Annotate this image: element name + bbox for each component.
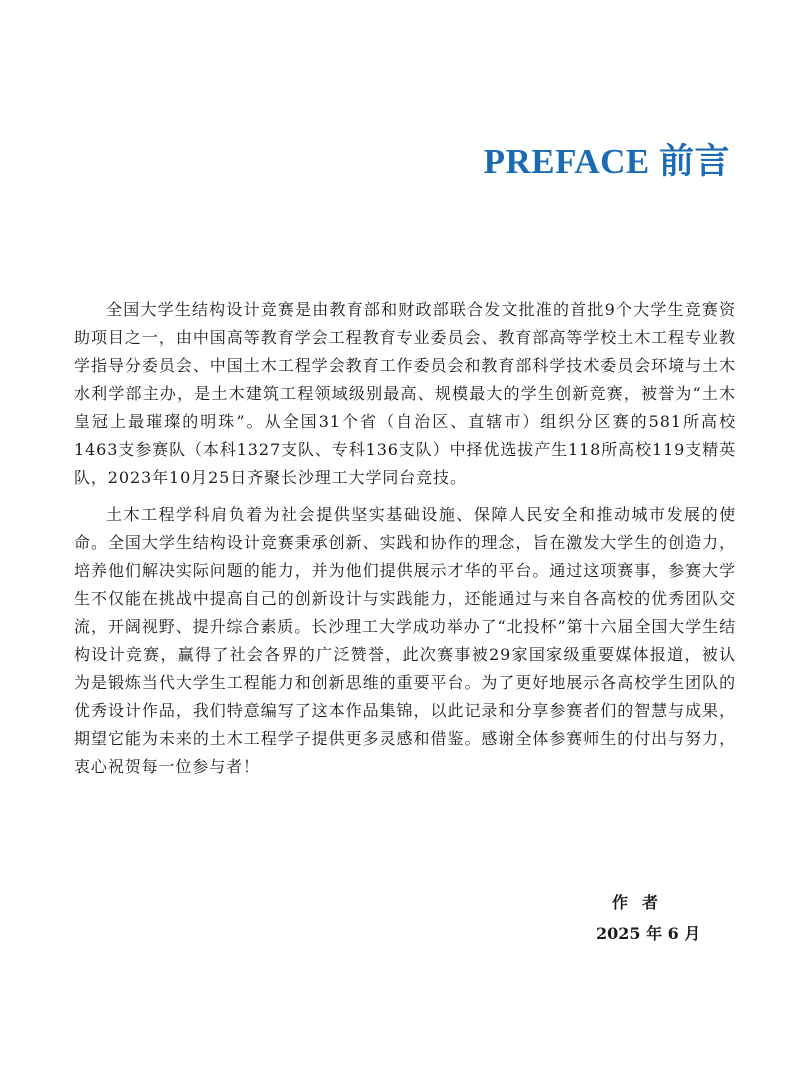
signature-date: 2025 年 6 月 <box>596 924 701 943</box>
paragraph-1: 全国大学生结构设计竞赛是由教育部和财政部联合发文批准的首批9个大学生竞赛资助项目之一，由中国高等教育学会工程教育专业委员会、教育部高等学校土木工程专业教学指导分委员会、中国土木工程学会教育工作委员会和教育部科学技术委员会环境与土木水利学部主办，是土木建筑工程领域级别最高、规模最大的学生创新竞赛，被誉为“土木皇冠上最璀璨的明珠”。从全国31个省（自治区、直辖市）组织分区赛的581所高校1463支参赛队（本科1327支队、专科136支队）中择优选拔产生118所高校119支精英队，2023年10月25日齐聚长沙理工大学同台竞技。 <box>74 300 736 487</box>
author-signature: 作者 <box>612 893 673 912</box>
page-title: PREFACE 前言 <box>483 142 730 181</box>
preface-body <box>74 296 736 781</box>
paragraph-2: 土木工程学科肩负着为社会提供坚实基础设施、保障人民安全和推动城市发展的使命。全国大学生结构设计竞赛秉承创新、实践和协作的理念，旨在激发大学生的创造力，培养他们解决实际问题的能力，并为他们提供展示才华的平台。通过这项赛事，参赛大学生不仅能在挑战中提高自己的创新设计与实践能力，还能通过与来自各高校的优秀团队交流，开阔视野、提升综合素质。长沙理工大学成功举办了“北投杯”第十六届全国大学生结构设计竞赛，赢得了社会各界的广泛赞誉，此次赛事被29家国家级重要媒体报道，被认为是锻炼当代大学生工程能力和创新思维的重要平台。为了更好地展示各高校学生团队的优秀设计作品，我们特意编写了这本作品集锦，以此记录和分享参赛者们的智慧与成果，期望它能为未来的土木工程学子提供更多灵感和借鉴。感谢全体参赛师生的付出与努力，衷心祝贺每一位参与者！ <box>74 505 736 776</box>
